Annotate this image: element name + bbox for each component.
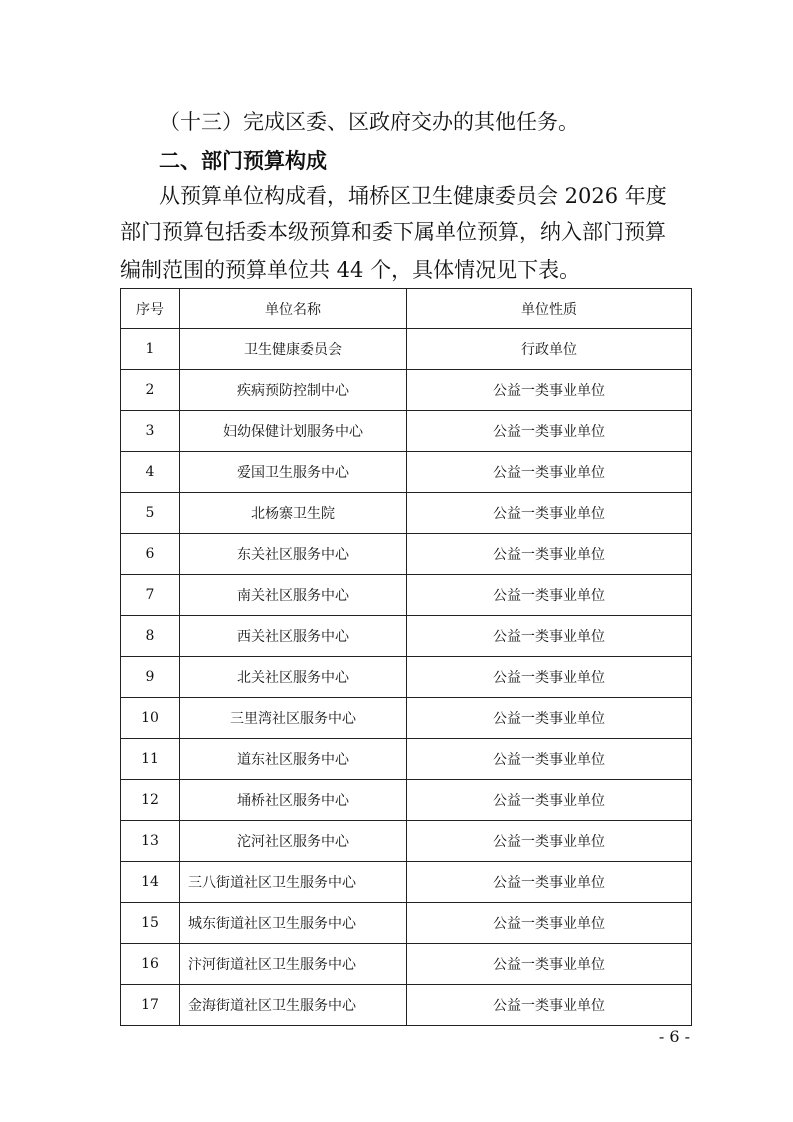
budget-units-table [120, 288, 692, 1026]
cell-serial: 9 [121, 657, 180, 698]
table-row [121, 493, 692, 534]
table-row [121, 903, 692, 944]
table-row [121, 616, 692, 657]
paragraph-line-1: 从预算单位构成看，埇桥区卫生健康委员会 2026 年度 [159, 184, 667, 208]
cell-unit-name: 沱河社区服务中心 [180, 821, 407, 862]
task-item-13: （十三）完成区委、区政府交办的其他任务。 [159, 110, 579, 134]
table-row [121, 657, 692, 698]
cell-serial: 3 [121, 411, 180, 452]
cell-serial: 15 [121, 903, 180, 944]
table-row [121, 534, 692, 575]
table-header-row [121, 289, 692, 329]
paragraph-line-2: 部门预算包括委本级预算和委下属单位预算，纳入部门预算 [120, 220, 666, 244]
header-unit-name: 单位名称 [180, 289, 407, 329]
cell-serial: 7 [121, 575, 180, 616]
cell-unit-name: 疾病预防控制中心 [180, 370, 407, 411]
cell-serial: 10 [121, 698, 180, 739]
cell-unit-name: 三八街道社区卫生服务中心 [180, 862, 407, 903]
cell-unit-type: 公益一类事业单位 [407, 944, 692, 985]
cell-unit-name: 城东街道社区卫生服务中心 [180, 903, 407, 944]
cell-unit-type: 行政单位 [407, 329, 692, 370]
cell-unit-name: 埇桥社区服务中心 [180, 780, 407, 821]
table-row [121, 821, 692, 862]
cell-unit-type: 公益一类事业单位 [407, 903, 692, 944]
cell-unit-name: 汴河街道社区卫生服务中心 [180, 944, 407, 985]
cell-unit-name: 东关社区服务中心 [180, 534, 407, 575]
table-row [121, 452, 692, 493]
cell-unit-type: 公益一类事业单位 [407, 862, 692, 903]
table-row [121, 985, 692, 1026]
cell-serial: 12 [121, 780, 180, 821]
cell-serial: 16 [121, 944, 180, 985]
cell-unit-name: 道东社区服务中心 [180, 739, 407, 780]
cell-unit-type: 公益一类事业单位 [407, 821, 692, 862]
cell-serial: 13 [121, 821, 180, 862]
cell-unit-type: 公益一类事业单位 [407, 534, 692, 575]
paragraph-line-3: 编制范围的预算单位共 44 个，具体情况见下表。 [120, 258, 581, 282]
cell-unit-name: 北关社区服务中心 [180, 657, 407, 698]
table-row [121, 944, 692, 985]
table-row [121, 739, 692, 780]
cell-serial: 4 [121, 452, 180, 493]
cell-unit-type: 公益一类事业单位 [407, 411, 692, 452]
cell-unit-name: 卫生健康委员会 [180, 329, 407, 370]
table-row [121, 575, 692, 616]
cell-unit-type: 公益一类事业单位 [407, 616, 692, 657]
cell-unit-type: 公益一类事业单位 [407, 698, 692, 739]
header-serial: 序号 [121, 289, 180, 329]
header-unit-type: 单位性质 [407, 289, 692, 329]
cell-unit-name: 金海街道社区卫生服务中心 [180, 985, 407, 1026]
cell-unit-type: 公益一类事业单位 [407, 452, 692, 493]
section-heading: 二、部门预算构成 [159, 149, 327, 173]
cell-serial: 6 [121, 534, 180, 575]
table-row [121, 370, 692, 411]
cell-unit-name: 北杨寨卫生院 [180, 493, 407, 534]
cell-unit-type: 公益一类事业单位 [407, 739, 692, 780]
cell-unit-name: 妇幼保健计划服务中心 [180, 411, 407, 452]
table-row [121, 329, 692, 370]
table-row [121, 698, 692, 739]
table-row [121, 411, 692, 452]
table-row [121, 862, 692, 903]
cell-serial: 14 [121, 862, 180, 903]
cell-serial: 5 [121, 493, 180, 534]
cell-unit-type: 公益一类事业单位 [407, 370, 692, 411]
cell-unit-type: 公益一类事业单位 [407, 780, 692, 821]
cell-unit-type: 公益一类事业单位 [407, 493, 692, 534]
cell-unit-type: 公益一类事业单位 [407, 657, 692, 698]
cell-serial: 17 [121, 985, 180, 1026]
cell-unit-name: 西关社区服务中心 [180, 616, 407, 657]
cell-unit-name: 南关社区服务中心 [180, 575, 407, 616]
cell-serial: 2 [121, 370, 180, 411]
cell-serial: 8 [121, 616, 180, 657]
table-row [121, 780, 692, 821]
cell-unit-type: 公益一类事业单位 [407, 575, 692, 616]
cell-unit-name: 三里湾社区服务中心 [180, 698, 407, 739]
cell-unit-type: 公益一类事业单位 [407, 985, 692, 1026]
cell-serial: 11 [121, 739, 180, 780]
page-number: - 6 - [658, 1027, 690, 1046]
cell-serial: 1 [121, 329, 180, 370]
cell-unit-name: 爱国卫生服务中心 [180, 452, 407, 493]
